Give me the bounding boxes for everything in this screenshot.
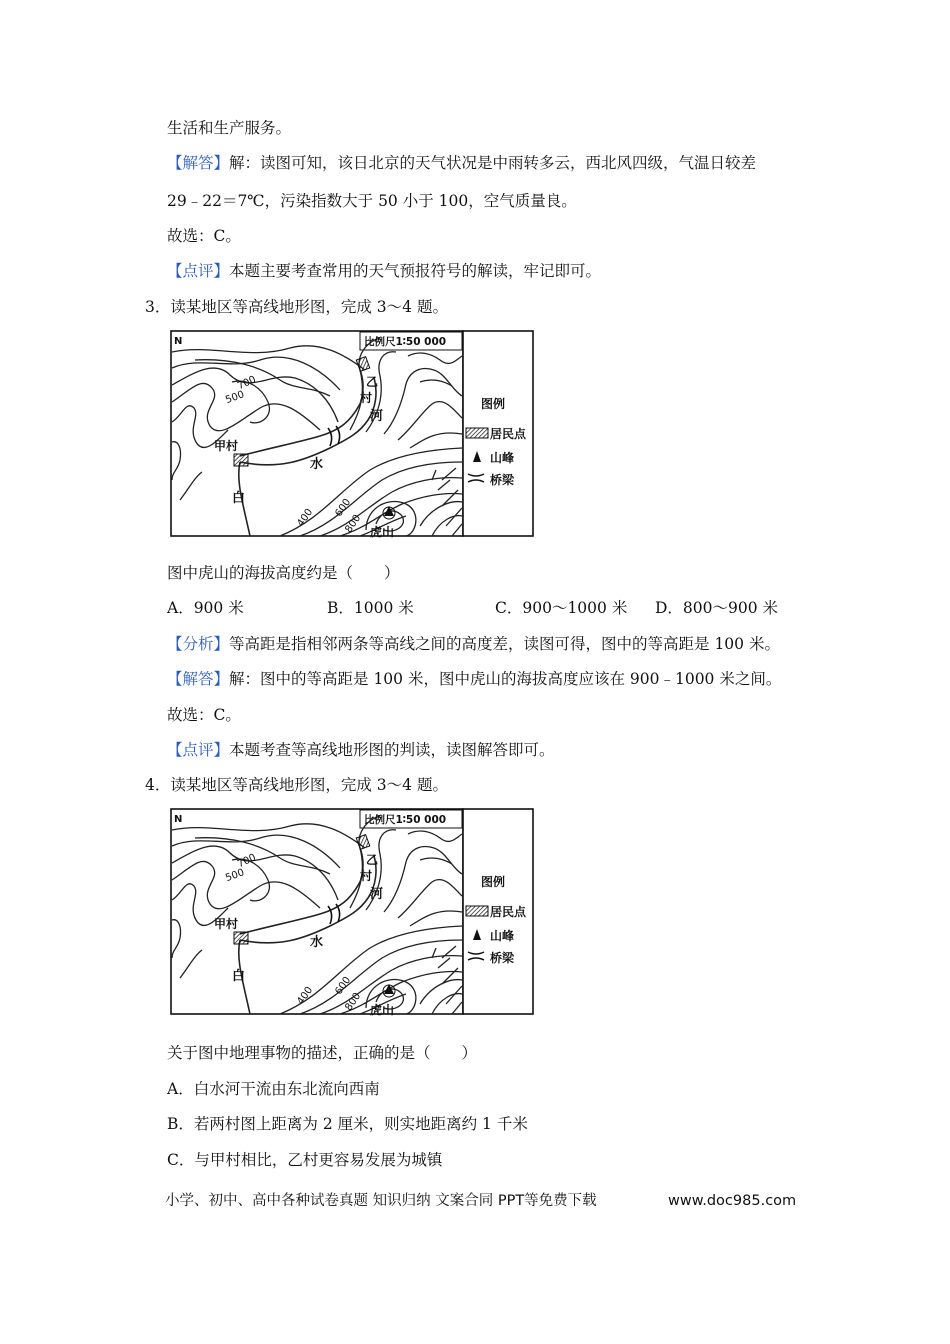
q3-analysis: 【分析】等高距是指相邻两条等高线之间的高度差，读图可得，图中的等高距是 100 米。 [167, 635, 780, 653]
hushan-label: 虎山 [370, 525, 395, 538]
village-yi-label-2: 村 [360, 869, 373, 883]
q4-option-a: A．白水河干流由东北流向西南 [167, 1080, 380, 1098]
legend-peak-label: 山峰 [490, 451, 515, 465]
contour-label-400: 400 [295, 984, 316, 1007]
village-yi-label-1: 乙 [366, 853, 379, 867]
q3-option-d: D．800～900 米 [655, 599, 779, 617]
contour-map-2 [170, 808, 536, 1016]
analysis-tag: 【分析】 [167, 635, 230, 653]
answer-tag: 【解答】 [167, 670, 230, 688]
contour-map-1 [170, 330, 536, 538]
q3-question: 图中虎山的海拔高度约是（ ） [167, 564, 400, 582]
legend-title: 图例 [481, 875, 506, 889]
comment-tag: 【点评】 [167, 262, 230, 280]
legend-settlement-label: 居民点 [490, 905, 527, 919]
contour-label-400: 400 [295, 506, 316, 529]
map-frame [171, 331, 463, 536]
scale-label: 比例尺1∶50 000 [364, 814, 447, 826]
legend-peak-label: 山峰 [490, 929, 515, 943]
comment-tag: 【点评】 [167, 741, 230, 759]
q4-question: 关于图中地理事物的描述，正确的是（ ） [167, 1044, 478, 1062]
north-label: N [174, 814, 183, 825]
contour-label-700: 700 [235, 852, 258, 871]
legend-bridge-label: 桥梁 [490, 473, 515, 487]
q2-comment: 【点评】本题主要考查常用的天气预报符号的解读，牢记即可。 [167, 262, 602, 280]
village-yi-label-2: 村 [360, 391, 373, 405]
q3-comment: 【点评】本题考查等高线地形图的判读，读图解答即可。 [167, 741, 555, 759]
contour-label-700: 700 [235, 374, 258, 393]
contour-label-800: 800 [343, 990, 364, 1013]
village-jia-symbol [234, 932, 248, 944]
q3-answer: 【解答】解：图中的等高距是 100 米，图中虎山的海拔高度应该在 900﹣1000 米之间。 [167, 670, 782, 688]
village-yi-label-1: 乙 [366, 375, 379, 389]
village-jia-label: 甲村 [214, 439, 239, 453]
q4-option-b: B．若两村图上距离为 2 厘米，则实地距离约 1 千米 [167, 1115, 528, 1133]
q3-stem: 3．读某地区等高线地形图，完成 3～4 题。 [145, 298, 448, 316]
intro-tail: 生活和生产服务。 [167, 119, 292, 137]
contour-label-600: 600 [333, 496, 354, 519]
river-label-he: 河 [370, 887, 384, 902]
legend-bridge-label: 桥梁 [490, 951, 515, 965]
hushan-label: 虎山 [370, 1003, 395, 1016]
q2-answer-line1: 【解答】解：读图可知，该日北京的天气状况是中雨转多云，西北风四级，气温日较差 [167, 154, 757, 172]
q2-choice: 故选：C。 [167, 227, 241, 245]
legend-settlement-swatch [466, 906, 488, 916]
footer-text: 小学、初中、高中各种试卷真题 知识归纳 文案合同 PPT等免费下载 [165, 1193, 597, 1209]
q2-answer-line2: 29﹣22＝7℃，污染指数大于 50 小于 100，空气质量良。 [167, 192, 577, 210]
q3-option-c: C．900～1000 米 [495, 599, 628, 617]
river-label-bai: 白 [232, 969, 246, 984]
north-label: N [174, 336, 183, 347]
village-jia-symbol [234, 454, 248, 466]
q4-stem: 4．读某地区等高线地形图，完成 3～4 题。 [145, 776, 448, 794]
footer-link[interactable]: www.doc985.com [668, 1193, 797, 1209]
legend-settlement-swatch [466, 428, 488, 438]
q3-choice: 故选：C。 [167, 706, 241, 724]
river-label-shui: 水 [310, 457, 324, 472]
q3-option-b: B．1000 米 [327, 599, 414, 617]
contour-label-600: 600 [333, 974, 354, 997]
river-label-he: 河 [370, 409, 384, 424]
scale-label: 比例尺1∶50 000 [364, 336, 447, 348]
map-frame [171, 809, 463, 1014]
contour-label-500: 500 [224, 389, 246, 407]
q3-option-a: A．900 米 [167, 599, 244, 617]
contour-label-800: 800 [343, 512, 364, 535]
legend-settlement-label: 居民点 [490, 427, 527, 441]
q4-option-c: C．与甲村相比，乙村更容易发展为城镇 [167, 1151, 443, 1169]
village-jia-label: 甲村 [214, 917, 239, 931]
legend-title: 图例 [481, 397, 506, 411]
river-label-bai: 白 [232, 491, 246, 506]
answer-tag: 【解答】 [167, 154, 230, 172]
contour-label-500: 500 [224, 867, 246, 885]
river-label-shui: 水 [310, 935, 324, 950]
